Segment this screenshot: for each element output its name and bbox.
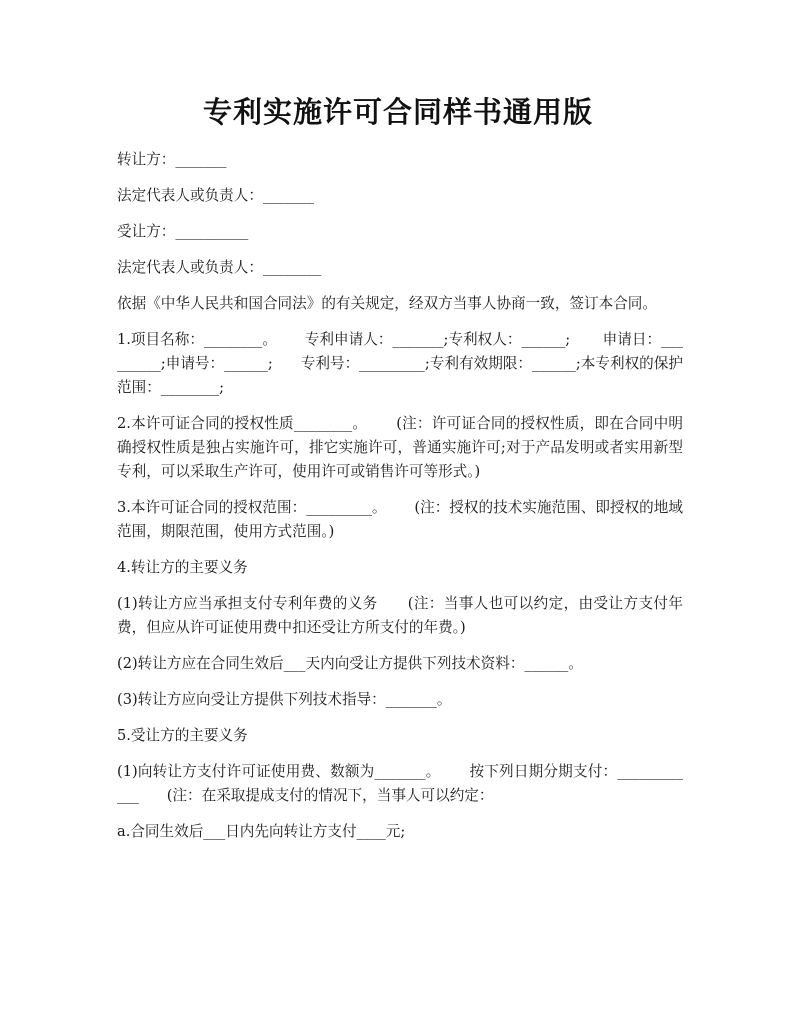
transferor-representative-line: 法定代表人或负责人：_______ [117,187,315,204]
clause-4-item-2: (2)转让方应在合同生效后___天内向受让方提供下列技术资料：______。 [117,655,583,672]
clause-4-item-1: (1)转让方应当承担支付专利年费的义务 (注：当事人也可以约定，由受让方支付年费，但应从许可证使用费中扣还受让方所支付的年费。) [117,595,683,636]
clause-1-project: 1.项目名称：________。 专利申请人：_______;专利权人：______; 申请日：_________;申请号：______; 专利号：_________;专利有效期限：______;本专利权的保护范围：________; [117,331,683,396]
transferor-line: 转让方：_______ [117,151,227,168]
transferee-line: 受让方：__________ [117,223,249,240]
document-title: 专利实施许可合同样书通用版 [202,95,593,129]
clause-3-scope: 3.本许可证合同的授权范围：_________。 (注：授权的技术实施范围、即授权的地域范围，期限范围，使用方式范围。) [117,499,683,540]
document-body [117,148,683,856]
clause-4-item-3: (3)转让方应向受让方提供下列技术指导：_______。 [117,691,452,708]
clause-5-heading: 5.受让方的主要义务 [117,727,248,744]
preamble-paragraph: 依据《中华人民共和国合同法》的有关规定，经双方当事人协商一致，签订本合同。 [117,295,657,312]
clause-5-item-a: a.合同生效后___日内先向转让方支付____元; [117,823,406,840]
transferee-representative-line: 法定代表人或负责人：________ [117,259,322,276]
clause-2-nature: 2.本许可证合同的授权性质________。 (注：许可证合同的授权性质，即在合同中明确授权性质是独占实施许可，排它实施许可，普通实施许可;对于产品发明或者实用新型专利，可以采取生产许可，使用许可或销售许可等形式。) [117,415,683,480]
clause-4-heading: 4.转让方的主要义务 [117,559,248,576]
clause-5-item-1: (1)向转让方支付许可证使用费、数额为_______。 按下列日期分期支付：____________ (注：在采取提成支付的情况下，当事人可以约定： [117,763,683,804]
